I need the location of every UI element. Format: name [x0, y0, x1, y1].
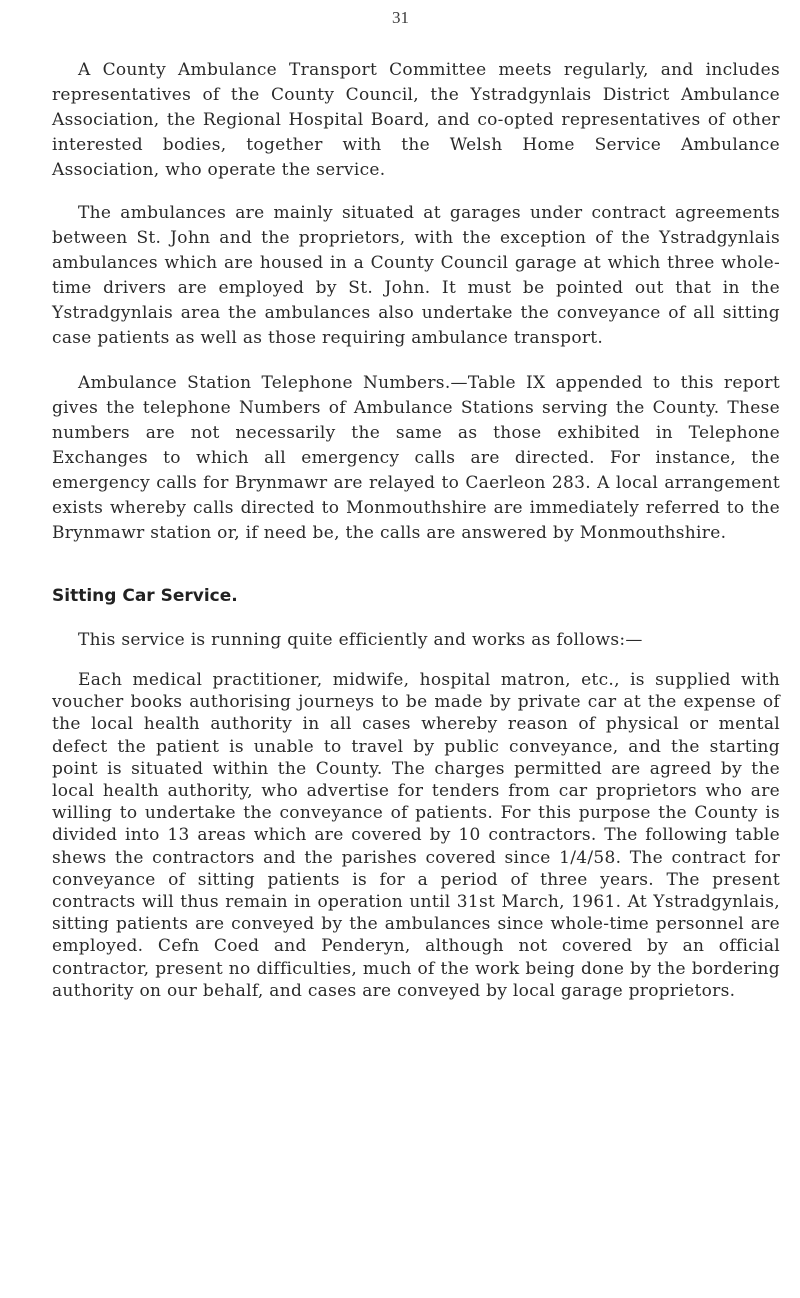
- paragraph-telephone-numbers: Ambulance Station Telephone Numbers.—Table IX appended to this report gives the telephone Numbers of Ambulance Stations serving the County. These numbers are not necessarily the same as those exhibited in Telephone Exchanges to which all emergency calls are directed. For instance, the emergency calls for Brynmawr are relayed to Caerleon 283. A local arrangement exists whereby calls directed to Monmouthshire are immediately referred to the Brynmawr station or, if need be, the calls are answered by Monmouthshire.: [52, 373, 780, 543]
- section-heading-sitting-car-service: Sitting Car Service.: [52, 586, 238, 606]
- page-number: 31: [392, 8, 409, 27]
- paragraph-voucher-books: Each medical practitioner, midwife, hospital matron, etc., is supplied with voucher books authorising journeys to be made by private car at the expense of the local health authority in all cases whereby reason of physical or mental defect the patient is unable to travel by public conveyance, and the starting point is situated within the County. The charges permitted are agreed by the local health authority, who advertise for tenders from car proprietors who are willing to undertake the conveyance of patients. For this purpose the County is divided into 13 areas which are covered by 10 contractors. The following table shews the contractors and the parishes covered since 1/4/58. The contract for conveyance of sitting patients is for a period of three years. The present contracts will thus remain in operation until 31st March, 1961. At Ystradgynlais, sitting patients are conveyed by the ambulances since whole-time personnel are employed. Cefn Coed and Penderyn, although not covered by an official contractor, present no difficulties, much of the work being done by the bordering authority on our behalf, and cases are conveyed by local garage proprietors.: [52, 670, 780, 1001]
- paragraph-ambulance-garages: The ambulances are mainly situated at garages under contract agreements between St. John and the proprietors, with the exception of the Ystradgynlais ambulances which are housed in a County Council garage at which three whole-time drivers are employed by St. John. It must be pointed out that in the Ystradgynlais area the ambulances also undertake the conveyance of all sitting case patients as well as those requiring ambulance transport.: [52, 203, 780, 348]
- paragraph-ambulance-committee: A County Ambulance Transport Committee meets regularly, and includes representatives of the County Council, the Ystradgynlais District Ambulance Association, the Regional Hospital Board, and co-opted representatives of other interested bodies, together with the Welsh Home Service Ambulance Association, who operate the service.: [52, 60, 780, 180]
- paragraph-service-intro: This service is running quite efficiently and works as follows:—: [78, 630, 643, 650]
- text-column: [52, 58, 780, 1002]
